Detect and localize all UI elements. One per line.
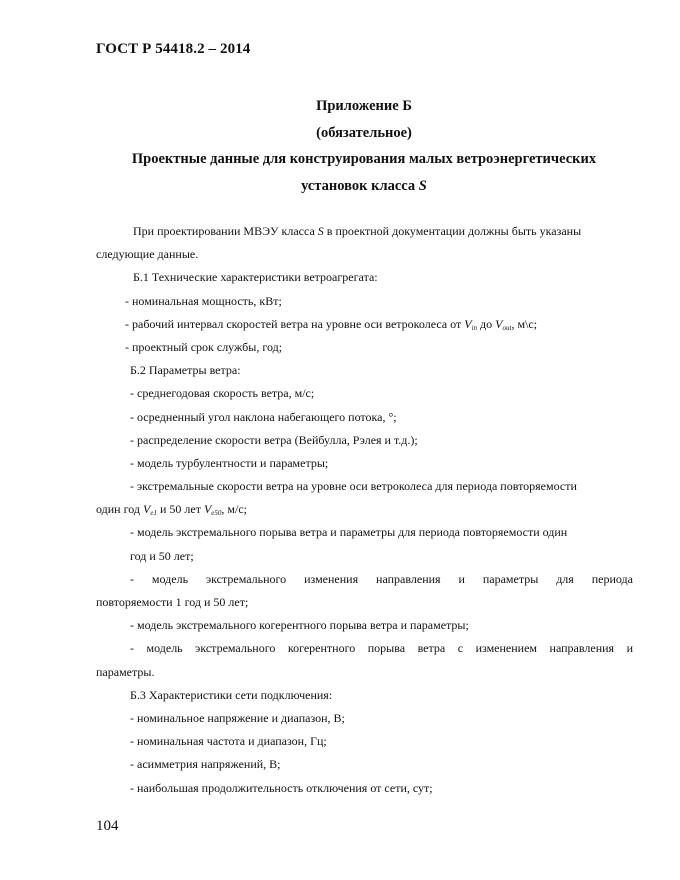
b2-item-inflow-angle: - осредненный угол наклона набегающего потока, °; [130,409,397,424]
extreme-speeds-text-a: один год V [96,502,151,517]
b2-item-coherent-gust-direction-cont: параметры. [96,664,155,679]
b1-item-wind-range-text: - рабочий интервал скоростей ветра на уровне оси ветроколеса от V [125,316,472,331]
intro-line-2: следующие данные. [96,247,199,262]
b3-item-outage: - наибольшая продолжительность отключения от сети, сут; [130,780,433,795]
v-in-subscript: in [471,323,478,332]
b2-item-coherent-gust: - модель экстремального когерентного порыва ветра и параметры; [130,618,469,633]
b2-item-extreme-speeds: - экстремальные скорости ветра на уровне оси ветроколеса для периода повторяемости [130,479,577,494]
annex-status: (обязательное) [316,124,412,141]
section-b2-title: Б.2 Параметры ветра: [130,363,241,378]
b2-item-extreme-speeds-cont [96,498,633,521]
b3-item-frequency: - номинальная частота и диапазон, Гц; [130,734,327,749]
v-e1-subscript: e1 [150,509,157,518]
intro-line-1: При проектировании МВЭУ класса S в проектной документации должны быть указаны [133,224,582,238]
b2-item-gust-model-cont: год и 50 лет; [130,548,194,563]
v-out-subscript: out [502,323,512,332]
extreme-speeds-text-b: и 50 лет V [156,502,212,517]
b2-item-gust-model: - модель экстремального порыва ветра и параметры для периода повторяемости один [130,525,568,540]
annex-title: Приложение Б [316,98,412,114]
b1-item-wind-range-end: , м\с; [511,316,538,331]
document-header: ГОСТ Р 54418.2 – 2014 [96,41,251,57]
b1-item-wind-range-mid: до V [477,316,503,331]
section-b1-title: Б.1 Технические характеристики ветроагрегата: [133,270,378,285]
b2-item-mean-speed: - среднегодовая скорость ветра, м/с; [130,386,315,401]
page-number: 104 [96,818,119,834]
b1-item-power: - номинальная мощность, кВт; [125,293,282,308]
annex-heading-line-2: установок класса S [301,177,427,194]
b3-item-voltage: - номинальное напряжение и диапазон, В; [130,710,345,725]
section-b3-title: Б.3 Характеристики сети подключения: [130,687,333,702]
b2-item-direction-change-cont: повторяемости 1 год и 50 лет; [96,595,249,609]
b2-item-turbulence: - модель турбулентности и параметры; [130,455,329,470]
extreme-speeds-text-c: , м/с; [221,502,247,517]
b2-item-coherent-gust-direction: - модель экстремального когерентного порыва ветра с изменением направления и [130,641,633,656]
annex-heading-line-1: Проектные данные для конструирования малых ветроэнергетических [131,151,597,167]
b1-item-lifetime: - проектный срок службы, год; [125,339,283,354]
b2-item-direction-change: - модель экстремального изменения направления и параметры для периода [130,571,633,586]
v-e50-subscript: e50 [211,509,222,518]
annex-title-block [96,93,632,199]
b3-item-asymmetry: - асимметрия напряжений, В; [130,757,281,772]
document-body [96,220,633,800]
b2-item-distribution: - распределение скорости ветра (Вейбулла, Рэлея и т.д.); [130,432,418,447]
b1-item-wind-range [96,313,633,336]
